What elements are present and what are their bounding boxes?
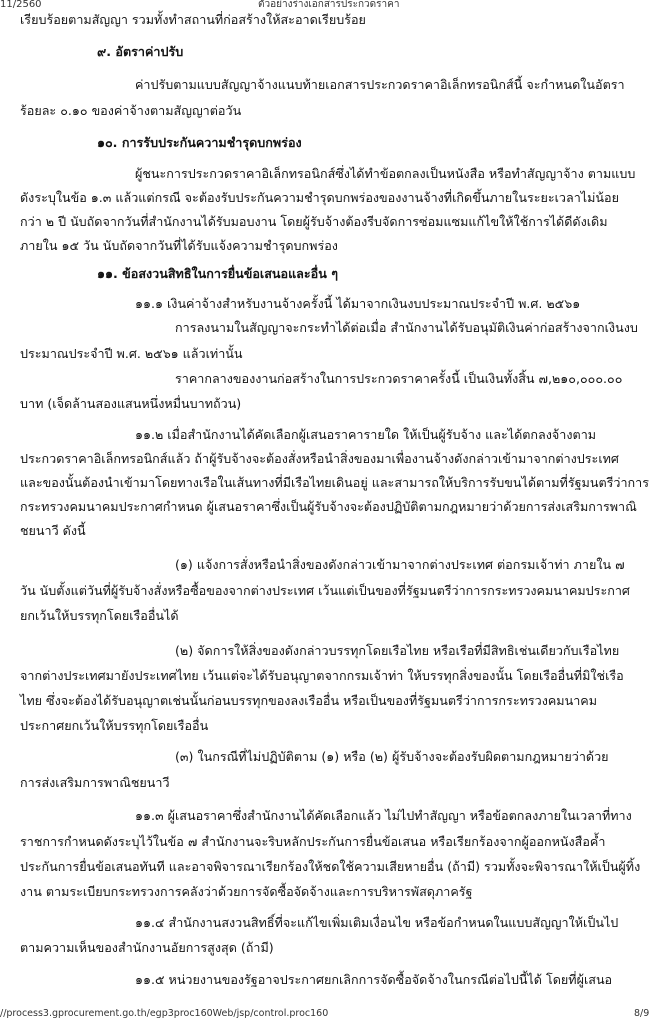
body-line: (๒) จัดการให้สิ่งของดังกล่าวบรรทุกโดยเรือไทย หรือเรือที่มีสิทธิเช่นเดียวกับเรือไทย [175,643,620,658]
body-line: ประมาณประจำปี พ.ศ. ๒๕๖๑ แล้วเท่านั้น [20,346,243,361]
body-line: ชยนาวี ดังนี้ [20,523,86,538]
body-line: ประกันการยื่นข้อเสนอทันที และอาจพิจารณาเรียกร้องให้ชดใช้ความเสียหายอื่น (ถ้ามี) รวมทั้งจะพิจารณาให้เป็นผู้ทิ้ง [20,859,641,874]
body-line: ๑๑.๑ เงินค่าจ้างสำหรับงานจ้างครั้งนี้ ได้มาจากเงินงบประมาณประจำปี พ.ศ. ๒๕๖๑ [135,296,581,311]
body-line: การลงนามในสัญญาจะกระทำได้ต่อเมื่อ สำนักงานได้รับอนุมัติเงินค่าก่อสร้างจากเงินงบ [175,320,638,335]
body-line: และของนั้นต้องนำเข้ามาโดยทางเรือในเส้นทางที่มีเรือไทยเดินอยู่ และสามารถให้บริการรับขนได้ตามที่รัฐมนตรีว่าการ [20,475,650,490]
header-date: 11/2560 [0,0,42,10]
page-number: 8/9 [634,1008,650,1019]
body-line: ประกาศยกเว้นให้บรรทุกโดยเรืออื่น [20,718,209,733]
section-heading: ๙. อัตราค่าปรับ [97,44,184,59]
body-line: กว่า ๒ ปี นับถัดจากวันที่สำนักงานได้รับมอบงาน โดยผู้รับจ้างต้องรีบจัดการซ่อมแซมแก้ไขให้ใช้การได้ดีดังเดิม [20,214,608,229]
body-line: ยกเว้นให้บรรทุกโดยเรืออื่นได้ [20,608,179,623]
body-line: ร้อยละ ๐.๑๐ ของค่าจ้างตามสัญญาต่อวัน [20,103,242,118]
body-line: บาท (เจ็ดล้านสองแสนหนึ่งหมื่นบาทถ้วน) [20,396,242,411]
body-line: เรียบร้อยตามสัญญา รวมทั้งทำสถานที่ก่อสร้างให้สะอาดเรียบร้อย [20,12,366,27]
body-line: การส่งเสริมการพาณิชยนาวี [20,775,170,790]
body-line: ๑๑.๕ หน่วยงานของรัฐอาจประกาศยกเลิกการจัดซื้อจัดจ้างในกรณีต่อไปนี้ได้ โดยที่ผู้เสนอ [135,972,613,987]
body-line: ตามความเห็นของสำนักงานอัยการสูงสุด (ถ้ามี) [20,940,274,955]
body-line: กระทรวงคมนาคมประกาศกำหนด ผู้เสนอราคาซึ่งเป็นผู้รับจ้างจะต้องปฏิบัติตามกฎหมายว่าด้วยการส่งเสริมการพาณิ [20,499,637,514]
body-line: จากต่างประเทศมายังประเทศไทย เว้นแต่จะได้รับอนุญาตจากกรมเจ้าท่า ให้บรรทุกสิ่งของนั้น โดยเรืออื่นที่มิใช่เรือ [20,668,624,683]
header-title: ตัวอย่างร่างเอกสารประกวดราคา [258,0,400,10]
body-line: งาน ตามระเบียบกระทรวงการคลังว่าด้วยการจัดซื้อจัดจ้างและการบริหารพัสดุภาครัฐ [20,884,473,899]
body-line: ๑๑.๓ ผู้เสนอราคาซึ่งสำนักงานได้คัดเลือกแล้ว ไม่ไปทำสัญญา หรือข้อตกลงภายในเวลาที่ทาง [135,808,632,823]
body-line: ประกวดราคาอิเล็กทรอนิกส์แล้ว ถ้าผู้รับจ้างจะต้องสั่งหรือนำสิ่งของมาเพื่องานจ้างดังกล่าวเข้ามาจากต่างประเทศ [20,451,619,466]
section-heading: ๑๑. ข้อสงวนสิทธิในการยื่นข้อเสนอและอื่น ๆ [97,266,338,281]
body-line: ๑๑.๒ เมื่อสำนักงานได้คัดเลือกผู้เสนอราคารายใด ให้เป็นผู้รับจ้าง และได้ตกลงจ้างตาม [135,427,597,442]
body-line: ดังระบุในข้อ ๑.๓ แล้วแต่กรณี จะต้องรับประกันความชำรุดบกพร่องของงานจ้างที่เกิดขึ้นภายในระยะเวลาไม่น้อย [20,190,619,205]
body-line: วัน นับตั้งแต่วันที่ผู้รับจ้างสั่งหรือซื้อของจากต่างประเทศ เว้นแต่เป็นของที่รัฐมนตรีว่าการกระทรวงคมนาคมประกาศ [20,583,630,598]
footer-url: //process3.gprocurement.go.th/egp3proc160Web/jsp/control.proc160 [0,1008,329,1019]
section-heading: ๑๐. การรับประกันความชำรุดบกพร่อง [97,135,302,150]
body-line: ไทย ซึ่งจะต้องได้รับอนุญาตเช่นนั้นก่อนบรรทุกของลงเรืออื่น หรือเป็นของที่รัฐมนตรีว่าการกระทรวงคมนาคม [20,693,598,708]
body-line: (๑) แจ้งการสั่งหรือนำสิ่งของดังกล่าวเข้ามาจากต่างประเทศ ต่อกรมเจ้าท่า ภายใน ๗ [175,557,625,572]
body-line: ราชการกำหนดดังระบุไว้ในข้อ ๗ สำนักงานจะริบหลักประกันการยื่นข้อเสนอ หรือเรียกร้องจากผู้ออกหนังสือค้ำ [20,834,606,849]
body-line: ราคากลางของงานก่อสร้างในการประกวดราคาครั้งนี้ เป็นเงินทั้งสิ้น ๗,๒๑๐,๐๐๐.๐๐ [175,371,623,386]
body-line: ค่าปรับตามแบบสัญญาจ้างแนบท้ายเอกสารประกวดราคาอิเล็กทรอนิกส์นี้ จะกำหนดในอัตรา [135,77,625,92]
body-line: (๓) ในกรณีที่ไม่ปฏิบัติตาม (๑) หรือ (๒) ผู้รับจ้างจะต้องรับผิดตามกฎหมายว่าด้วย [175,749,609,764]
body-line: ภายใน ๑๕ วัน นับถัดจากวันที่ได้รับแจ้งความชำรุดบกพร่อง [20,238,338,253]
body-line: ผู้ชนะการประกวดราคาอิเล็กทรอนิกส์ซึ่งได้ทำข้อตกลงเป็นหนังสือ หรือทำสัญญาจ้าง ตามแบบ [135,166,636,181]
body-line: ๑๑.๔ สำนักงานสงวนสิทธิ์ที่จะแก้ไขเพิ่มเติมเงื่อนไข หรือข้อกำหนดในแบบสัญญาให้เป็นไป [135,915,619,930]
